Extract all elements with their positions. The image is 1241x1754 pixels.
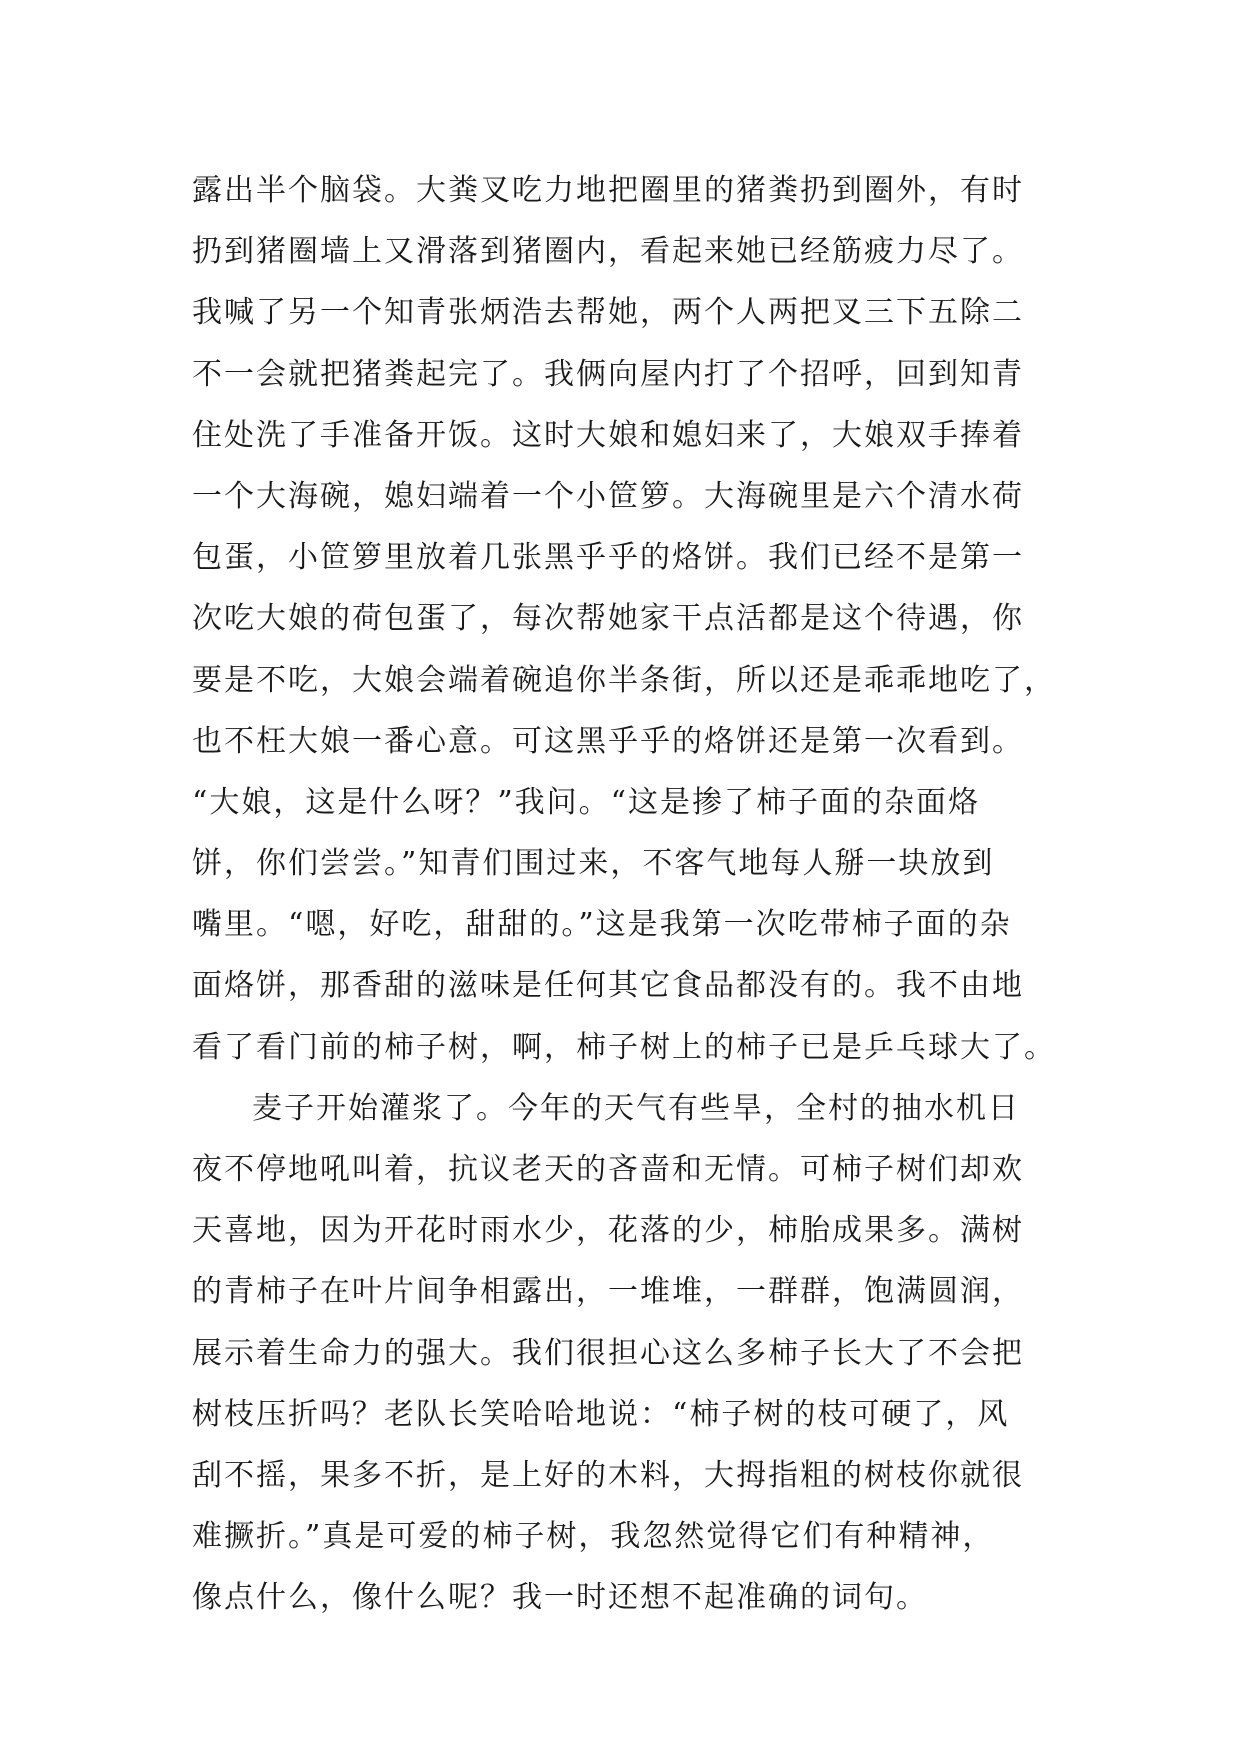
text-line: 露出半个脑袋。大粪叉吃力地把圈里的猪粪扔到圈外，有时	[192, 173, 1024, 208]
text-line: 住处洗了手准备开饭。这时大娘和媳妇来了，大娘双手捧着	[192, 417, 1024, 453]
text-line: 的青柿子在叶片间争相露出，一堆堆，一群群，饱满圆润，	[192, 1274, 1024, 1310]
body-text	[192, 160, 1092, 1629]
text-line: 扔到猪圈墙上又滑落到猪圈内，看起来她已经筋疲力尽了。	[192, 234, 1024, 270]
text-line: 饼，你们尝尝。”知青们围过来，不客气地每人掰一块放到	[192, 846, 995, 882]
text-line: 一个大海碗，媳妇端着一个小笸箩。大海碗里是六个清水荷	[192, 478, 1024, 514]
text-line: 天喜地，因为开花时雨水少，花落的少，柿胎成果多。满树	[192, 1213, 1024, 1249]
text-line: 夜不停地吼叫着，抗议老天的吝啬和无情。可柿子树们却欢	[192, 1152, 1024, 1187]
text-line: 要是不吃，大娘会端着碗追你半条街，所以还是乖乖地吃了，	[192, 662, 1056, 698]
text-line: 树枝压折吗？老队长笑哈哈地说：“柿子树的枝可硬了，风	[192, 1396, 1010, 1432]
text-line: 不一会就把猪粪起完了。我俩向屋内打了个招呼，回到知青	[192, 356, 1024, 392]
text-line: 我喊了另一个知青张炳浩去帮她，两个人两把叉三下五除二	[192, 295, 1024, 331]
text-line: 面烙饼，那香甜的滋味是任何其它食品都没有的。我不由地	[192, 968, 1024, 1004]
text-line: “大娘，这是什么呀？”我问。“这是掺了柿子面的杂面烙	[192, 784, 981, 820]
text-line: 看了看门前的柿子树，啊，柿子树上的柿子已是乒乓球大了。	[192, 1029, 1056, 1065]
text-line: 包蛋，小笸箩里放着几张黑乎乎的烙饼。我们已经不是第一	[192, 540, 1024, 576]
text-line: 像点什么，像什么呢？我一时还想不起准确的词句。	[192, 1580, 928, 1616]
text-line: 嘴里。“嗯，好吃，甜甜的。”这是我第一次吃带柿子面的杂	[192, 907, 1012, 943]
text-line: 也不枉大娘一番心意。可这黑乎乎的烙饼还是第一次看到。	[192, 723, 1024, 759]
text-line: 次吃大娘的荷包蛋了，每次帮她家干点活都是这个待遇，你	[192, 601, 1024, 637]
text-line: 难撅折。”真是可爱的柿子树，我忽然觉得它们有种精神，	[192, 1519, 995, 1555]
text-line: 刮不摇，果多不折，是上好的木料，大拇指粗的树枝你就很	[192, 1457, 1024, 1493]
text-line: 麦子开始灌浆了。今年的天气有些旱，全村的抽水机日	[252, 1090, 1020, 1126]
text-line: 展示着生命力的强大。我们很担心这么多柿子长大了不会把	[192, 1335, 1024, 1371]
